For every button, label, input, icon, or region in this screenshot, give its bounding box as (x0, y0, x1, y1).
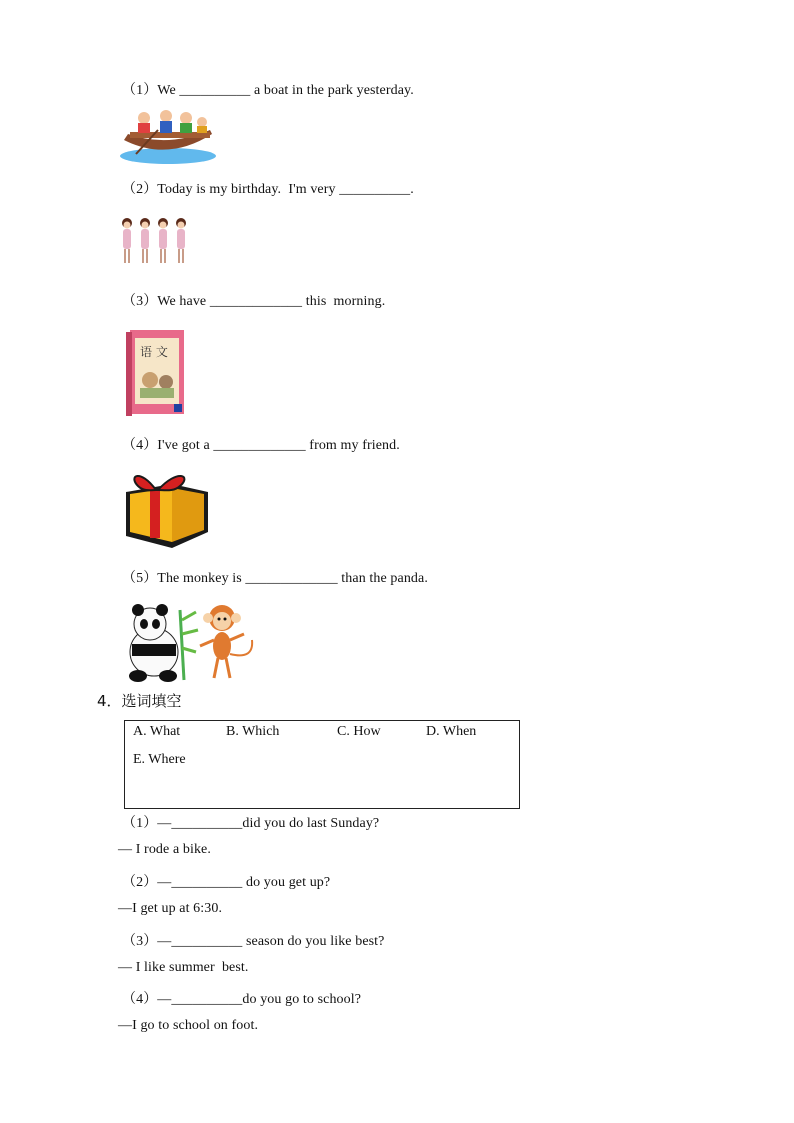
question-5-text: （5）The monkey is _____________ than the panda. (122, 571, 428, 586)
chinese-textbook-picture (126, 328, 186, 418)
option-b: B. Which (226, 724, 280, 739)
section-title: 选词填空 (121, 692, 182, 710)
option-c: C. How (337, 724, 381, 739)
boat-rowing-picture (118, 104, 218, 166)
section-number: 4． (97, 692, 122, 710)
dialogue-3-answer: — I like summer best. (118, 960, 249, 975)
question-3-text: （3）We have _____________ this morning. (122, 294, 386, 309)
panda-and-monkey-picture (124, 600, 264, 684)
option-a: A. What (133, 724, 181, 739)
question-4-text: （4）I've got a _____________ from my friend. (122, 438, 400, 453)
dialogue-4-answer: —I go to school on foot. (118, 1018, 259, 1033)
svg-text:语 文: 语 文 (140, 345, 168, 359)
dialogue-1-answer: — I rode a bike. (118, 842, 211, 857)
word-options-box (124, 720, 520, 809)
girls-picture (118, 214, 190, 270)
dialogue-3-question: （3）—__________ season do you like best? (122, 934, 385, 949)
dialogue-2-question: （2）—__________ do you get up? (122, 875, 331, 890)
option-d: D. When (426, 724, 477, 739)
gift-box-picture (122, 462, 212, 552)
dialogue-2-answer: —I get up at 6:30. (118, 901, 223, 916)
option-e: E. Where (133, 752, 186, 767)
dialogue-4-question: （4）—__________do you go to school? (122, 992, 362, 1007)
section-heading (97, 690, 182, 711)
question-2-text: （2）Today is my birthday. I'm very __________. (122, 182, 414, 197)
dialogue-1-question: （1）—__________did you do last Sunday? (122, 816, 380, 831)
question-1-text: （1）We __________ a boat in the park yesterday. (122, 83, 414, 98)
